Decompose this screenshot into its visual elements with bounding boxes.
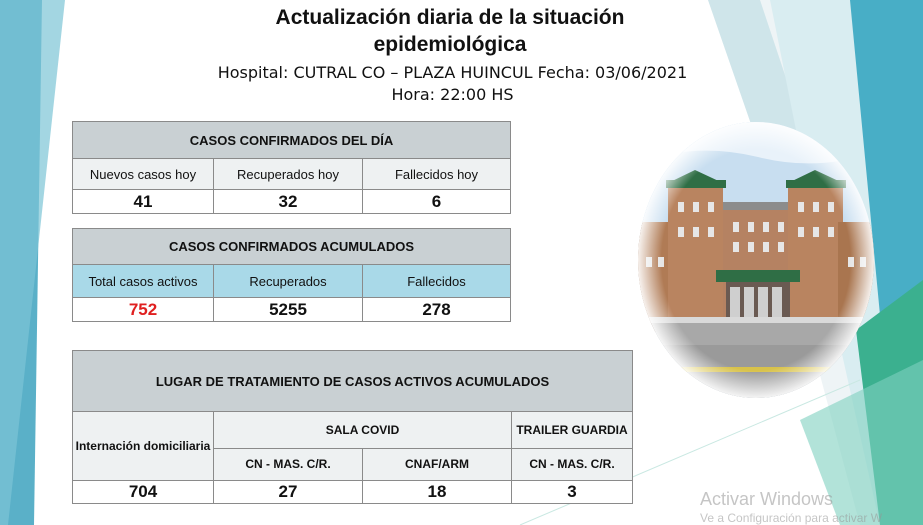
trailer-value: 3 xyxy=(512,481,633,504)
cumulative-col-active: Total casos activos xyxy=(73,265,214,298)
daily-col-deceased: Fallecidos hoy xyxy=(363,159,511,190)
daily-recovered-value: 32 xyxy=(214,190,363,214)
daily-table-title: CASOS CONFIRMADOS DEL DÍA xyxy=(73,122,511,159)
daily-col-recovered: Recuperados hoy xyxy=(214,159,363,190)
cumulative-col-recovered: Recuperados xyxy=(214,265,363,298)
daily-deceased-value: 6 xyxy=(363,190,511,214)
hospital-building-image xyxy=(638,122,874,398)
sala-covid-sub-cn: CN - MAS. C/R. xyxy=(214,449,363,481)
sala-covid-sub-cnaf: CNAF/ARM xyxy=(363,449,512,481)
page-title: Actualización diaria de la situación epidemiológica xyxy=(275,6,625,56)
cumulative-recovered-value: 5255 xyxy=(214,298,363,322)
home-value: 704 xyxy=(73,481,214,504)
sala-covid-cn-value: 27 xyxy=(214,481,363,504)
cumulative-cases-table xyxy=(72,228,511,322)
windows-activation-watermark: Activar Windows xyxy=(700,489,834,509)
cumulative-active-value: 752 xyxy=(73,298,214,322)
windows-activation-watermark-subtext: Ve a Configuración para activar W xyxy=(700,511,883,525)
home-hospitalization-header: Internación domiciliaria xyxy=(73,412,214,481)
sala-covid-cnaf-value: 18 xyxy=(363,481,512,504)
trailer-guardia-header: TRAILER GUARDIA xyxy=(512,412,633,449)
trailer-sub-cn: CN - MAS. C/R. xyxy=(512,449,633,481)
daily-new-value: 41 xyxy=(73,190,214,214)
cumulative-col-deceased: Fallecidos xyxy=(363,265,511,298)
sala-covid-header: SALA COVID xyxy=(214,412,512,449)
daily-col-new: Nuevos casos hoy xyxy=(73,159,214,190)
treatment-table-title: LUGAR DE TRATAMIENTO DE CASOS ACTIVOS ACUMULADOS xyxy=(73,351,633,412)
treatment-location-table xyxy=(72,350,633,504)
hospital-photo xyxy=(638,122,874,398)
page-subtitle xyxy=(180,62,725,106)
hospital-date-line: Hospital: CUTRAL CO – PLAZA HUINCUL Fecha: 03/06/2021 xyxy=(217,63,688,82)
daily-cases-table xyxy=(72,121,511,214)
cumulative-deceased-value: 278 xyxy=(363,298,511,322)
cumulative-table-title: CASOS CONFIRMADOS ACUMULADOS xyxy=(73,229,511,265)
time-line: Hora: 22:00 HS xyxy=(391,85,514,104)
